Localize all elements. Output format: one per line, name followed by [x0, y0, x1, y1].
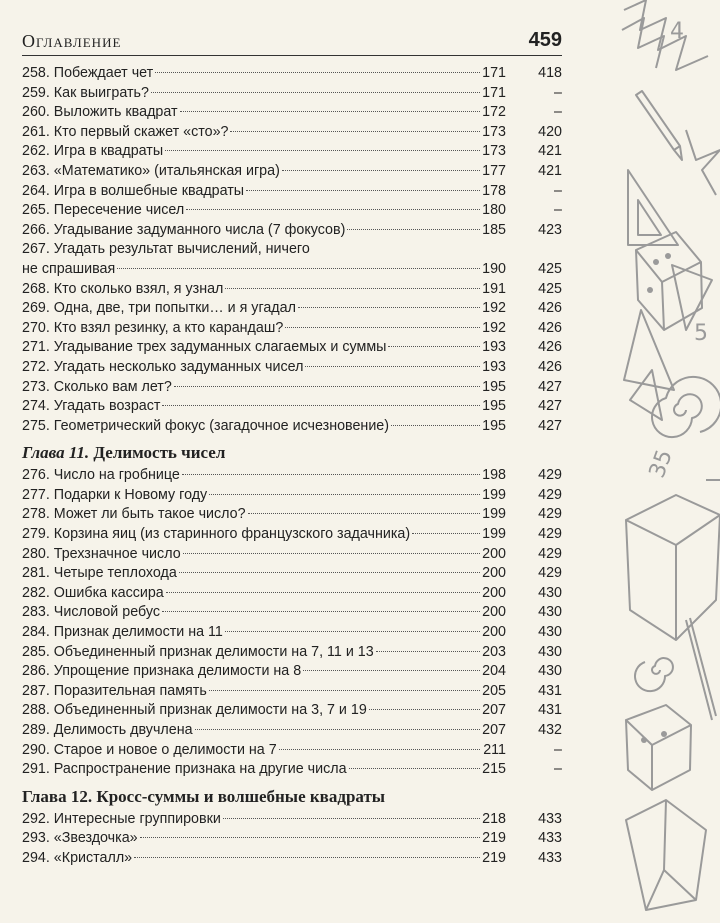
toc-entry[interactable]: [22, 417, 562, 437]
problem-page-number: 195: [482, 378, 506, 395]
zigzag-doodle-2: [622, 18, 664, 68]
problem-page-number: 219: [482, 830, 506, 847]
solution-page-number: 433: [538, 810, 562, 827]
toc-entry[interactable]: [22, 662, 562, 682]
toc-entry-text: 259. Как выиграть?: [22, 84, 149, 101]
solution-page-number: 429: [538, 526, 562, 543]
dot-leader: [165, 150, 480, 151]
cube-doodle: [626, 495, 720, 640]
toc-entry-title: [22, 849, 482, 869]
dot-leader: [305, 366, 480, 367]
toc-entry-title: [22, 338, 482, 358]
dot-leader: [186, 209, 480, 210]
toc-entry-text: 267. Угадать результат вычислений, ничего: [22, 241, 310, 258]
toc-section-games: [22, 64, 562, 436]
toc-entry-text: 273. Сколько вам лет?: [22, 378, 172, 395]
dice-pip: [641, 737, 647, 743]
toc-entry-title: [22, 486, 482, 506]
dot-leader: [162, 405, 480, 406]
toc-entry-title: [22, 623, 482, 643]
toc-entry-text: 277. Подарки к Новому году: [22, 486, 208, 503]
solution-page-number: 429: [538, 545, 562, 562]
solution-page-number: 430: [538, 624, 562, 641]
toc-entry-continuation: не спрашивая: [22, 260, 116, 277]
dice-pip: [661, 731, 667, 737]
toc-entry[interactable]: [22, 760, 562, 780]
problem-page-number: 178: [482, 182, 506, 199]
dot-leader: [140, 837, 480, 838]
problem-page-number: 200: [482, 565, 506, 582]
problem-page-number: 199: [482, 486, 506, 503]
running-title: Оглавление: [22, 31, 122, 51]
shape-doodle: [630, 370, 662, 420]
toc-entry[interactable]: [22, 319, 562, 339]
dot-leader: [349, 768, 480, 769]
toc-entry-text: 280. Трехзначное число: [22, 545, 181, 562]
problem-page-number: 172: [482, 104, 506, 121]
toc-entry-text: 266. Угадывание задуманного числа (7 фокусов): [22, 221, 346, 238]
toc-entry-text: 268. Кто сколько взял, я узнал: [22, 280, 224, 297]
dot-leader: [279, 749, 480, 750]
solution-page-number: –: [554, 182, 562, 199]
toc-entry[interactable]: [22, 623, 562, 643]
dot-leader: [347, 229, 480, 230]
toc-entry[interactable]: [22, 201, 562, 221]
toc-entry[interactable]: [22, 103, 562, 123]
chapter-label: Глава 11.: [22, 443, 90, 463]
toc-entry-text: 271. Угадывание трех задуманных слагаемых и суммы: [22, 339, 387, 356]
problem-page-number: 218: [482, 810, 506, 827]
toc-entry-text: 281. Четыре теплохода: [22, 565, 177, 582]
solution-page-number: 429: [538, 467, 562, 484]
toc-entry-title: [22, 643, 482, 663]
problem-page-number: 195: [482, 417, 506, 434]
toc-entry-text: 293. «Звездочка»: [22, 830, 138, 847]
toc-entry[interactable]: [22, 123, 562, 143]
problem-page-number: 199: [482, 526, 506, 543]
crystal-doodle: [626, 800, 706, 910]
problem-page-number: 193: [482, 339, 506, 356]
solution-page-number: 427: [538, 398, 562, 415]
toc-entry[interactable]: [22, 701, 562, 721]
toc-entry[interactable]: [22, 564, 562, 584]
toc-entry[interactable]: [22, 829, 562, 849]
toc-entry-title: [22, 682, 482, 702]
toc-entry[interactable]: [22, 299, 562, 319]
solution-page-number: 429: [538, 565, 562, 582]
toc-entry-title: [22, 358, 482, 378]
table-of-contents: [22, 64, 562, 869]
toc-entry-title: [22, 142, 482, 162]
toc-entry[interactable]: [22, 721, 562, 741]
toc-entry[interactable]: [22, 741, 562, 761]
problem-page-number: 205: [482, 682, 506, 699]
toc-entry-title: [22, 221, 482, 241]
pyramid-doodle: [624, 310, 674, 390]
chapter-title: Делимость чисел: [89, 443, 226, 463]
toc-entry-text: 258. Побеждает чет: [22, 65, 154, 81]
problem-page-number: 219: [482, 849, 506, 866]
toc-entry-title: [22, 721, 482, 741]
solution-page-number: 429: [538, 486, 562, 503]
problem-page-number: 204: [482, 663, 506, 680]
toc-entry-text: 276. Число на гробнице: [22, 467, 180, 484]
spiral-doodle-2: [635, 658, 673, 691]
toc-entry-title: [22, 603, 482, 623]
toc-entry-text: 270. Кто взял резинку, а кто карандаш?: [22, 319, 284, 336]
chapter-title: Кросс-суммы и волшебные квадраты: [92, 786, 386, 806]
solution-page-number: 426: [538, 319, 562, 336]
solution-page-number: 427: [538, 378, 562, 395]
solution-page-number: 425: [538, 260, 562, 277]
solution-page-number: –: [554, 761, 562, 778]
problem-page-number: 171: [482, 84, 506, 101]
dot-leader: [209, 690, 480, 691]
toc-entry-text: 294. «Кристалл»: [22, 849, 133, 866]
dice-doodle: [636, 232, 702, 330]
dot-leader: [174, 386, 480, 387]
page-number: 459: [528, 29, 562, 51]
toc-entry[interactable]: [22, 810, 562, 830]
toc-entry-title: [22, 701, 482, 721]
toc-entry-title: [22, 584, 482, 604]
dot-leader: [209, 494, 480, 495]
problem-page-number: 192: [482, 300, 506, 317]
problem-page-number: 200: [482, 545, 506, 562]
toc-entry[interactable]: [22, 182, 562, 202]
toc-section-divisibility: [22, 466, 562, 780]
toc-entry[interactable]: [22, 545, 562, 565]
toc-entry-text: 283. Числовой ребус: [22, 604, 161, 621]
problem-page-number: 215: [482, 761, 506, 778]
star-doodle: [686, 130, 720, 195]
toc-entry-text: 289. Делимость двучлена: [22, 722, 193, 738]
dot-leader: [223, 818, 480, 819]
problem-page-number: 200: [482, 604, 506, 621]
header-rule: [22, 55, 562, 56]
dot-leader: [182, 474, 480, 475]
problem-page-number: 173: [482, 123, 506, 140]
toc-entry[interactable]: [22, 466, 562, 486]
spiral-doodle: [652, 377, 720, 437]
toc-entry-title: [22, 319, 482, 339]
dot-leader: [388, 346, 480, 347]
chapter-12-heading[interactable]: [22, 786, 562, 808]
toc-entry[interactable]: [22, 142, 562, 162]
toc-entry-title: [22, 64, 482, 84]
dot-leader: [282, 170, 480, 171]
toc-entry[interactable]: [22, 525, 562, 545]
toc-entry[interactable]: [22, 584, 562, 604]
digit-doodle-2: 5: [694, 321, 708, 346]
dot-leader: [412, 533, 480, 534]
toc-entry-text: 284. Признак делимости на 11: [22, 624, 223, 641]
dot-leader: [225, 631, 480, 632]
toc-entry-text: 292. Интересные группировки: [22, 810, 221, 827]
toc-entry-text: 261. Кто первый скажет «сто»?: [22, 123, 229, 140]
toc-entry-title: [22, 829, 482, 849]
rotated-number-doodle: 35: [644, 446, 678, 482]
toc-entry-title: [22, 525, 482, 545]
toc-entry[interactable]: [22, 603, 562, 623]
solution-page-number: 420: [538, 123, 562, 140]
toc-entry-title: [22, 810, 482, 830]
problem-page-number: 191: [482, 280, 506, 297]
toc-entry-title: [22, 505, 482, 525]
solution-page-number: 432: [538, 722, 562, 738]
toc-entry-title: [22, 417, 482, 437]
toc-entry-text: 290. Старое и новое о делимости на 7: [22, 741, 277, 758]
toc-entry-title: [22, 182, 482, 202]
dot-leader: [195, 729, 480, 730]
toc-entry-text: 264. Игра в волшебные квадраты: [22, 182, 245, 199]
toc-entry-text: 269. Одна, две, три попытки… и я угадал: [22, 300, 296, 317]
page-header: [22, 22, 562, 52]
solution-page-number: 430: [538, 643, 562, 660]
toc-entry[interactable]: [22, 280, 562, 300]
dot-leader: [179, 572, 480, 573]
solution-page-number: 433: [538, 849, 562, 866]
solution-page-number: –: [554, 84, 562, 101]
dot-leader: [298, 307, 480, 308]
toc-entry[interactable]: [22, 682, 562, 702]
dot-leader: [155, 72, 480, 73]
problem-page-number: 199: [482, 506, 506, 523]
dot-leader: [134, 857, 480, 858]
dot-leader: [285, 327, 480, 328]
problem-page-number: 193: [482, 358, 506, 375]
toc-entry-text: 287. Поразительная память: [22, 682, 207, 699]
solution-page-number: 425: [538, 280, 562, 297]
dot-leader: [162, 611, 480, 612]
toc-entry[interactable]: [22, 397, 562, 417]
problem-page-number: 177: [482, 162, 506, 179]
toc-entry-text: 272. Угадать несколько задуманных чисел: [22, 358, 304, 375]
dice-pip: [665, 253, 671, 259]
solution-page-number: 418: [538, 65, 562, 81]
dot-leader: [376, 651, 480, 652]
dot-leader: [151, 92, 480, 93]
solution-page-number: 421: [538, 162, 562, 179]
problem-page-number: 173: [482, 143, 506, 160]
problem-page-number: 180: [482, 202, 506, 219]
chapter-11-heading[interactable]: [22, 442, 562, 464]
toc-entry-title: [22, 466, 482, 486]
toc-entry[interactable]: [22, 64, 562, 84]
toc-entry-text: 278. Может ли быть такое число?: [22, 506, 246, 523]
toc-entry-text: 282. Ошибка кассира: [22, 584, 164, 601]
toc-entry-title: [22, 545, 482, 565]
toc-entry-text: 279. Корзина яиц (из старинного французского задачника): [22, 526, 411, 543]
dot-leader: [369, 709, 480, 710]
solution-page-number: 430: [538, 584, 562, 601]
solution-page-number: –: [554, 202, 562, 219]
solution-page-number: 426: [538, 358, 562, 375]
dot-leader: [391, 425, 480, 426]
toc-entry[interactable]: [22, 849, 562, 869]
zigzag-doodle: [624, 0, 708, 70]
toc-entry-title: [22, 378, 482, 398]
dice-pip: [647, 287, 653, 293]
toc-entry-text: 262. Игра в квадраты: [22, 143, 164, 160]
toc-entry-title: [22, 299, 482, 319]
solution-page-number: 431: [538, 682, 562, 699]
toc-entry-text: 274. Угадать возраст: [22, 398, 161, 415]
toc-entry-text: 286. Упрощение признака делимости на 8: [22, 663, 302, 680]
toc-entry-title: [22, 760, 482, 780]
solution-page-number: 433: [538, 830, 562, 847]
problem-page-number: 211: [483, 741, 506, 758]
solution-page-number: 426: [538, 339, 562, 356]
solution-page-number: –: [554, 104, 562, 121]
toc-entry-title: [22, 103, 482, 123]
toc-entry-title: [22, 201, 482, 221]
dot-leader: [180, 111, 480, 112]
toc-entry-title: [22, 662, 482, 682]
digit-doodle: 4: [670, 19, 684, 44]
solution-page-number: 429: [538, 506, 562, 523]
toc-section-magic-squares: [22, 810, 562, 869]
toc-entry-title: [22, 162, 482, 182]
dot-leader: [303, 670, 480, 671]
solution-page-number: 430: [538, 604, 562, 621]
toc-entry[interactable]: [22, 162, 562, 182]
problem-page-number: 171: [482, 65, 506, 81]
toc-entry[interactable]: [22, 358, 562, 378]
toc-entry-text: 263. «Математико» (итальянская игра): [22, 162, 280, 179]
dot-leader: [183, 553, 480, 554]
problem-page-number: 185: [482, 221, 506, 238]
toc-entry-title: [22, 123, 482, 143]
toc-entry[interactable]: [22, 84, 562, 104]
dice-doodle-2: [626, 705, 691, 790]
toc-entry-text: 275. Геометрический фокус (загадочное исчезновение): [22, 417, 390, 434]
toc-entry-text: 291. Распространение признака на другие числа: [22, 761, 347, 778]
problem-page-number: 200: [482, 584, 506, 601]
toc-entry-title: [22, 280, 482, 300]
toc-entry[interactable]: [22, 486, 562, 506]
chapter-label: Глава 12.: [22, 786, 93, 806]
dot-leader: [246, 190, 480, 191]
problem-page-number: 198: [482, 467, 506, 484]
pen-doodle: [686, 618, 716, 720]
problem-page-number: 207: [482, 722, 506, 738]
solution-page-number: 423: [538, 221, 562, 238]
margin-doodles: [616, 0, 720, 923]
toc-entry-text: 285. Объединенный признак делимости на 7, 11 и 13: [22, 643, 374, 660]
solution-page-number: 431: [538, 702, 562, 719]
dot-leader: [166, 592, 480, 593]
problem-page-number: 192: [482, 319, 506, 336]
toc-entry-title: [22, 564, 482, 584]
toc-entry-text: 288. Объединенный признак делимости на 3, 7 и 19: [22, 702, 367, 719]
dot-leader: [230, 131, 480, 132]
toc-entry-title: [22, 741, 482, 761]
toc-entry[interactable]: [22, 643, 562, 663]
toc-entry[interactable]: [22, 240, 562, 279]
toc-entry[interactable]: [22, 221, 562, 241]
dice-pip: [653, 259, 659, 265]
toc-entry-text: 265. Пересечение чисел: [22, 202, 185, 219]
toc-entry[interactable]: [22, 338, 562, 358]
toc-entry-title: [22, 397, 482, 417]
toc-entry-title: [22, 84, 482, 104]
problem-page-number: 190: [482, 260, 506, 277]
solution-page-number: 430: [538, 663, 562, 680]
problem-page-number: 195: [482, 398, 506, 415]
problem-page-number: 207: [482, 702, 506, 719]
toc-entry[interactable]: [22, 505, 562, 525]
pencil-doodle: [636, 91, 682, 160]
dot-leader: [225, 288, 480, 289]
solution-page-number: 426: [538, 300, 562, 317]
solution-page-number: 421: [538, 143, 562, 160]
dot-leader: [248, 513, 480, 514]
problem-page-number: 203: [482, 643, 506, 660]
toc-entry-title: [22, 240, 482, 279]
toc-entry-text: 260. Выложить квадрат: [22, 104, 178, 121]
dot-leader: [117, 268, 480, 269]
solution-page-number: 427: [538, 417, 562, 434]
problem-page-number: 200: [482, 624, 506, 641]
toc-entry[interactable]: [22, 378, 562, 398]
solution-page-number: –: [554, 741, 562, 758]
